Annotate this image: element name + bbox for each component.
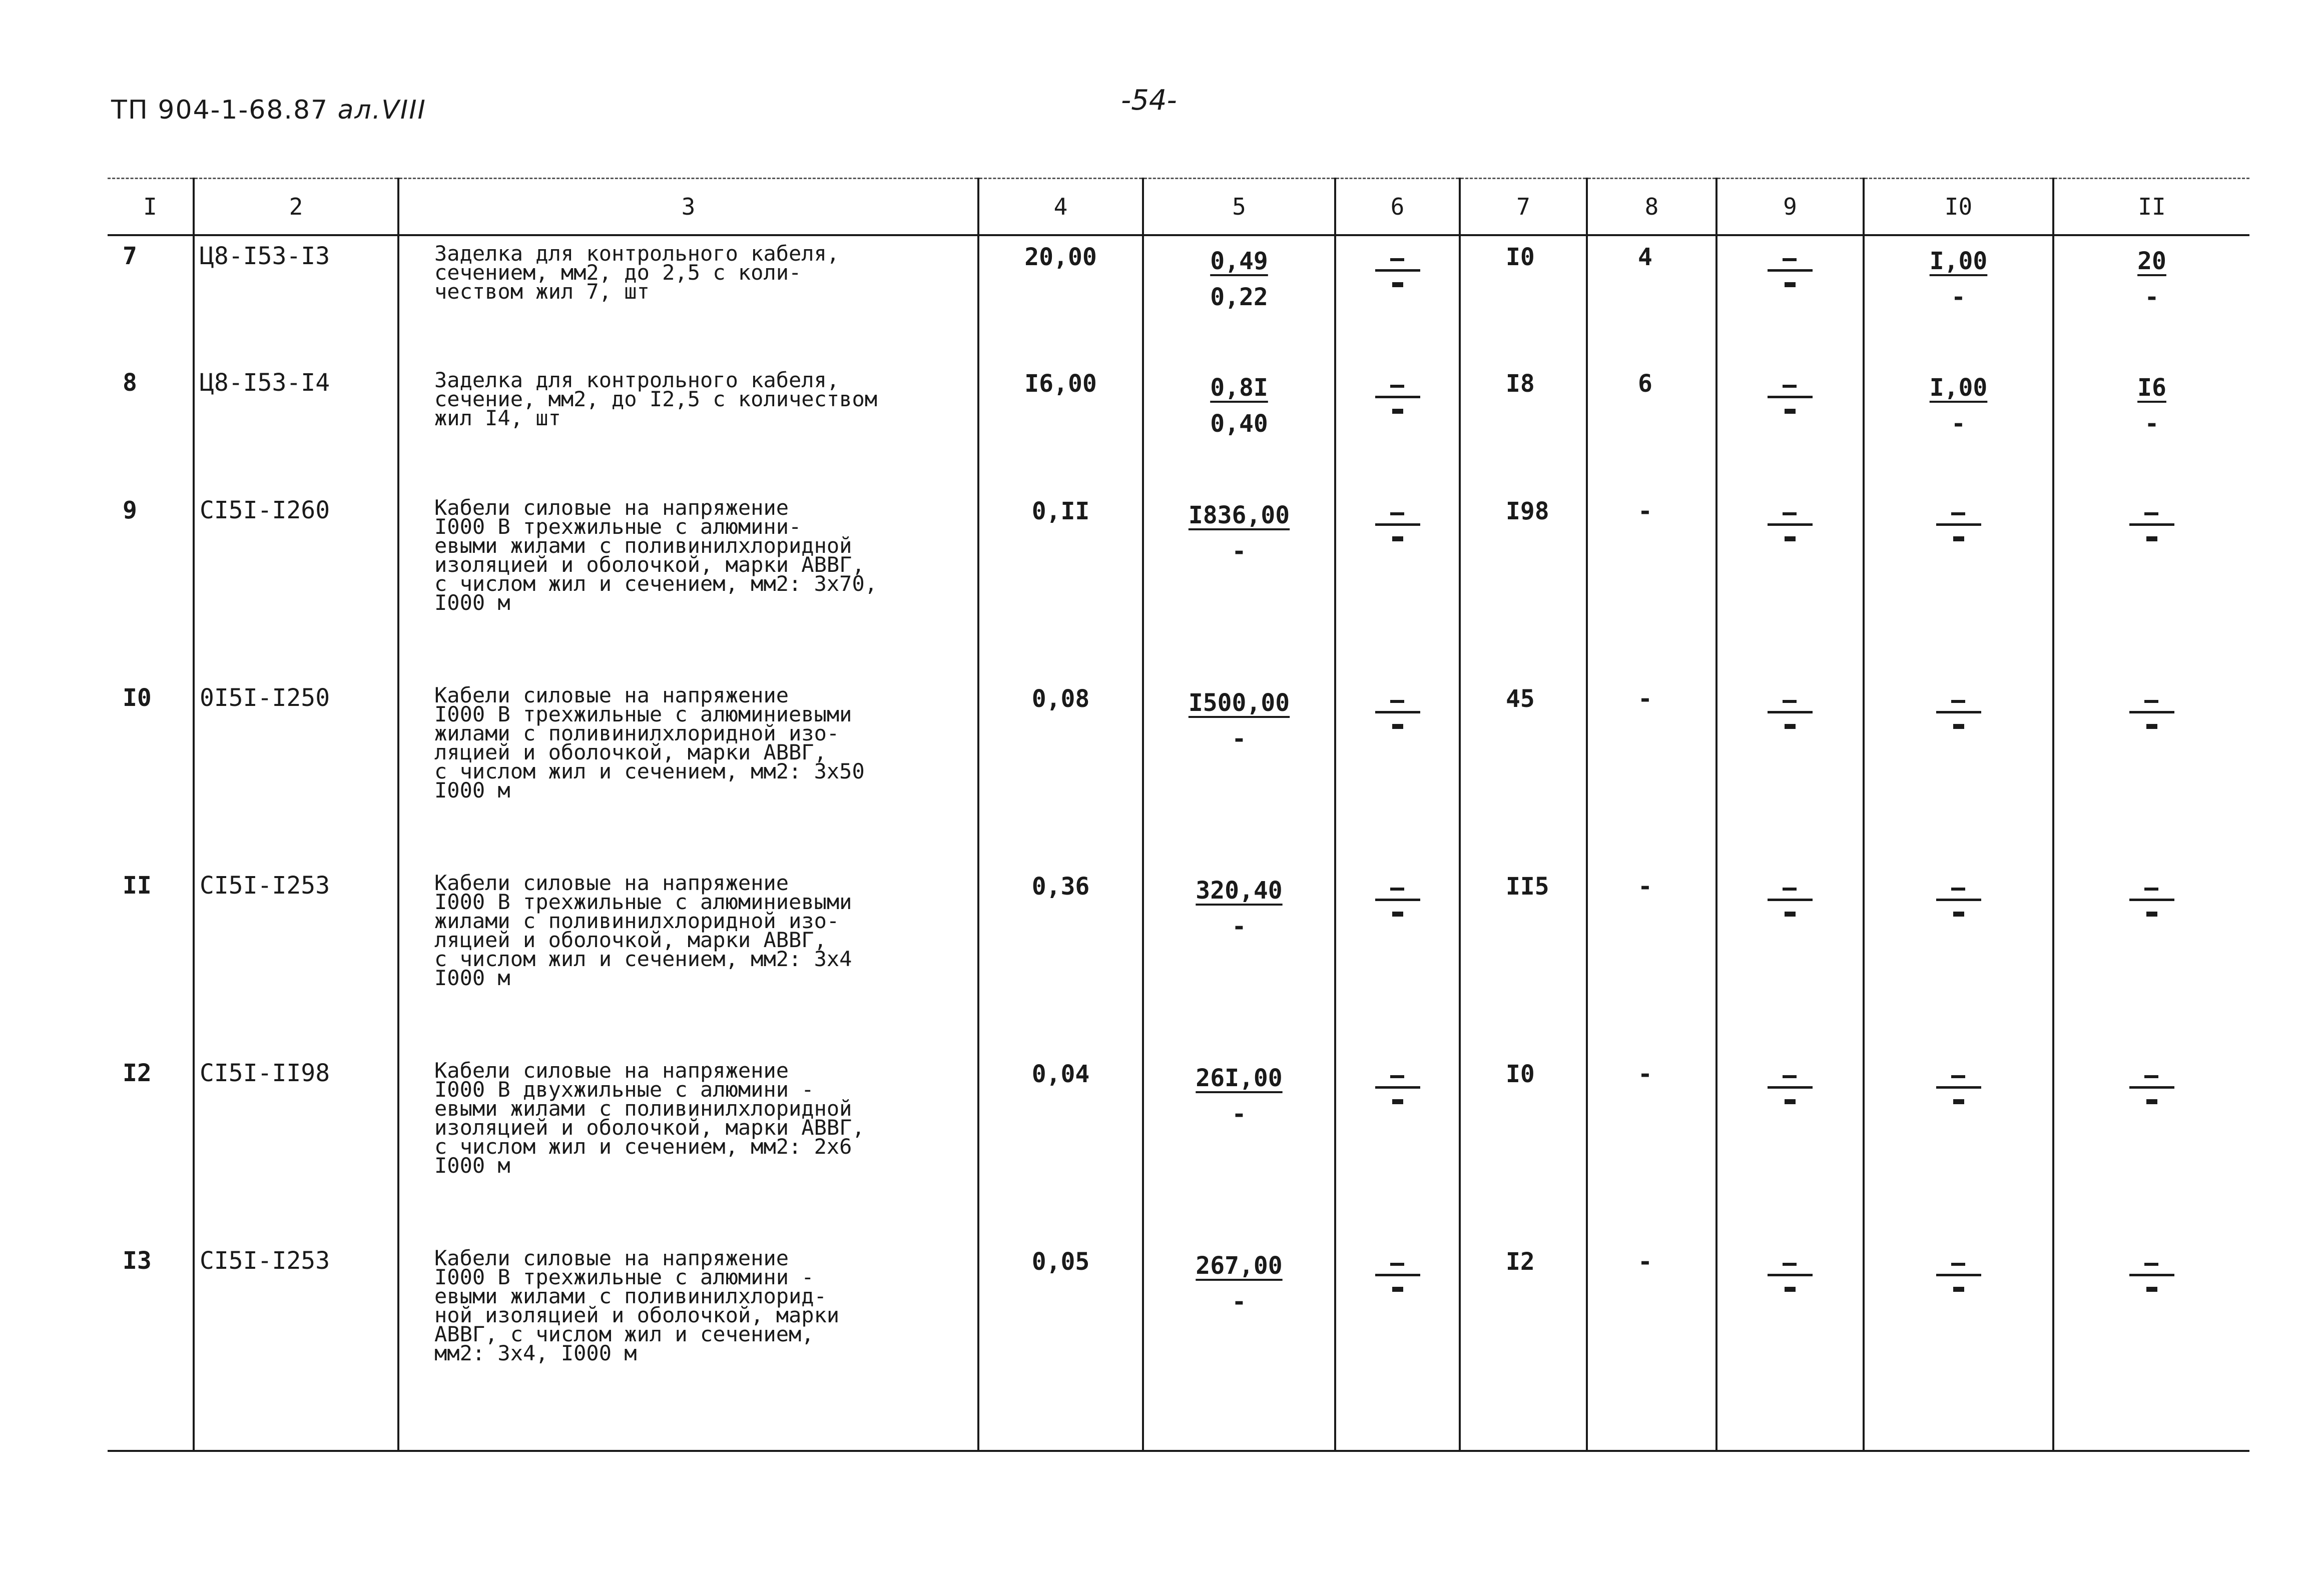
col11-empty-fraction: [2129, 497, 2174, 547]
row-number: I0: [123, 684, 152, 712]
row-number: 7: [123, 242, 137, 270]
col8-value: -: [1638, 497, 1652, 525]
quantity-value: 0,08: [1031, 685, 1090, 713]
table-header-row: [108, 179, 2249, 236]
row-number: I3: [123, 1247, 152, 1275]
col8-value: -: [1638, 685, 1652, 713]
rate-code: 0I5I-I250: [200, 684, 330, 712]
column-header-5: 5: [1143, 179, 1335, 236]
quantity-value: 0,36: [1031, 873, 1090, 901]
rate-code: CI5I-II98: [200, 1059, 330, 1087]
col8-value: -: [1638, 1060, 1652, 1088]
col9-empty-fraction: [1768, 1248, 1813, 1298]
col6-empty-fraction: [1375, 243, 1420, 293]
work-description: Кабели силовые на напряжение I000 В трехжильные с алюмини- евыми жилами с поливинилхлоридной изоляцией и оболочкой, марки АВВГ, с числом жил и сечением, мм2: 3x70, I000 м: [434, 495, 878, 615]
col11-empty-fraction: [2129, 685, 2174, 735]
col11-empty-fraction: [2129, 873, 2174, 923]
column-header-8: 8: [1587, 179, 1716, 236]
col6-empty-fraction: [1375, 1060, 1420, 1110]
col10-fraction: $\frac{I,00}{-}$: [1929, 247, 1988, 311]
col7-value: I98: [1506, 497, 1549, 525]
column-header-7: 7: [1460, 179, 1587, 236]
rate-code: Ц8-I53-I4: [200, 369, 330, 397]
unit-cost-fraction: $\frac{I836,00}{-}$: [1188, 501, 1290, 565]
column-header-10: I0: [1864, 179, 2053, 236]
table-row: [108, 678, 2249, 866]
col11-empty-fraction: [2129, 1248, 2174, 1298]
col7-value: II5: [1506, 873, 1549, 901]
col8-value: -: [1638, 1248, 1652, 1276]
estimate-table: [108, 178, 2249, 1452]
column-header-3: 3: [398, 179, 978, 236]
rate-code: CI5I-I253: [200, 1247, 330, 1275]
rate-code: CI5I-I253: [200, 872, 330, 900]
col6-empty-fraction: [1375, 370, 1420, 420]
col9-empty-fraction: [1768, 685, 1813, 735]
unit-cost-fraction: $\frac{0,8I}{0,40}$: [1210, 374, 1268, 438]
col9-empty-fraction: [1768, 873, 1813, 923]
work-description: Кабели силовые на напряжение I000 В трехжильные с алюмини - евыми жилами с поливинилхлорид- ной изоляцией и оболочкой, марки АВВГ, с числом жил и сечением, мм2: 3x4, I000 м: [434, 1246, 840, 1365]
row-number: I2: [123, 1059, 152, 1087]
column-header-11: II: [2053, 179, 2249, 236]
table-row: [108, 866, 2249, 1053]
quantity-value: I6,00: [1024, 370, 1097, 398]
quantity-value: 20,00: [1024, 243, 1097, 271]
quantity-value: 0,II: [1031, 497, 1090, 525]
table-row: [108, 1241, 2249, 1451]
col9-empty-fraction: [1768, 497, 1813, 547]
col10-empty-fraction: [1936, 685, 1981, 735]
quantity-value: 0,05: [1031, 1248, 1090, 1276]
col8-value: 4: [1638, 243, 1652, 271]
col6-empty-fraction: [1375, 497, 1420, 547]
rate-code: Ц8-I53-I3: [200, 242, 330, 270]
document-album: ал.VIII: [337, 95, 426, 125]
unit-cost-fraction: $\frac{320,40}{-}$: [1196, 877, 1283, 941]
table-row: [108, 235, 2249, 363]
col7-value: I8: [1506, 370, 1535, 398]
col10-empty-fraction: [1936, 1248, 1981, 1298]
col6-empty-fraction: [1375, 1248, 1420, 1298]
quantity-value: 0,04: [1031, 1060, 1090, 1088]
col9-empty-fraction: [1768, 1060, 1813, 1110]
col7-value: I2: [1506, 1248, 1535, 1276]
table-row: [108, 363, 2249, 490]
work-description: Заделка для контрольного кабеля, сечение, мм2, до I2,5 с количеством жил I4, шт: [434, 368, 878, 430]
col9-empty-fraction: [1768, 243, 1813, 293]
unit-cost-fraction: $\frac{I500,00}{-}$: [1188, 689, 1290, 753]
column-header-9: 9: [1716, 179, 1864, 236]
col6-empty-fraction: [1375, 685, 1420, 735]
col8-value: 6: [1638, 370, 1652, 398]
col9-empty-fraction: [1768, 370, 1813, 420]
col7-value: 45: [1506, 685, 1535, 713]
row-number: II: [123, 872, 152, 900]
column-header-6: 6: [1335, 179, 1460, 236]
col6-empty-fraction: [1375, 873, 1420, 923]
document-code-main: ТП 904-1-68.87: [111, 95, 329, 125]
row-number: 8: [123, 369, 137, 397]
unit-cost-fraction: $\frac{0,49}{0,22}$: [1210, 247, 1268, 311]
col8-value: -: [1638, 873, 1652, 901]
col10-fraction: $\frac{I,00}{-}$: [1929, 374, 1988, 438]
unit-cost-fraction: $\frac{267,00}{-}$: [1196, 1252, 1283, 1316]
document-code: [111, 95, 426, 125]
col10-empty-fraction: [1936, 873, 1981, 923]
col11-fraction: $\frac{I6}{-}$: [2137, 374, 2166, 438]
col11-fraction: $\frac{20}{-}$: [2137, 247, 2166, 311]
work-description: Заделка для контрольного кабеля, сечением, мм2, до 2,5 с коли- чеством жил 7, шт: [434, 241, 840, 304]
work-description: Кабели силовые на напряжение I000 В двухжильные с алюмини - евыми жилами с поливинилхлоридной изоляцией и оболочкой, марки АВВГ, с числом жил и сечением, мм2: 2x6 I000 м: [434, 1058, 865, 1178]
col10-empty-fraction: [1936, 497, 1981, 547]
col11-empty-fraction: [2129, 1060, 2174, 1110]
page-number: -54-: [1121, 84, 1177, 117]
column-header-4: 4: [978, 179, 1143, 236]
column-header-1: I: [108, 179, 194, 236]
col7-value: I0: [1506, 1060, 1535, 1088]
row-number: 9: [123, 496, 137, 524]
work-description: Кабели силовые на напряжение I000 В трехжильные с алюминиевыми жилами с поливинилхлоридной изо- ляцией и оболочкой, марки АВВГ, с числом жил и сечением, мм2: 3x50 I000 м: [434, 683, 865, 803]
table-row: [108, 1053, 2249, 1241]
table-row: [108, 490, 2249, 678]
col7-value: I0: [1506, 243, 1535, 271]
rate-code: CI5I-I260: [200, 496, 330, 524]
work-description: Кабели силовые на напряжение I000 В трехжильные с алюминиевыми жилами с поливинилхлоридной изо- ляцией и оболочкой, марки АВВГ, с числом жил и сечением, мм2: 3x4 I000 м: [434, 871, 852, 990]
column-header-2: 2: [194, 179, 398, 236]
unit-cost-fraction: $\frac{26I,00}{-}$: [1196, 1064, 1283, 1128]
col10-empty-fraction: [1936, 1060, 1981, 1110]
